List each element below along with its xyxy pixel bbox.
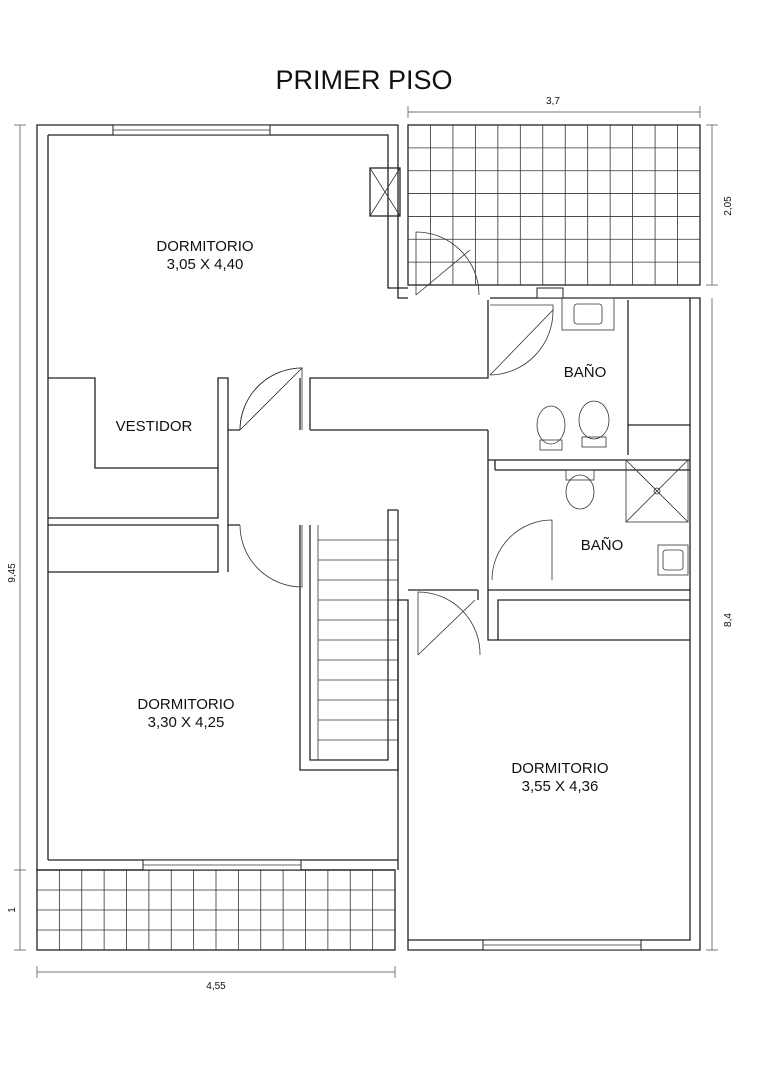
dim-right-lower: 8,4 — [723, 613, 734, 627]
plan-title: PRIMER PISO — [275, 65, 453, 95]
dim-right-upper: 2,05 — [723, 196, 734, 216]
shaft — [370, 168, 400, 216]
terrace-upper — [408, 125, 700, 285]
doors — [240, 232, 553, 655]
room-bano2-name: BAÑO — [580, 537, 624, 554]
room-vestidor-name: VESTIDOR — [115, 418, 193, 435]
room-dorm3-size: 3,55 X 4,36 — [521, 778, 599, 795]
balcony-lower — [37, 870, 395, 950]
room-bano1-name: BAÑO — [563, 364, 607, 381]
room-dorm2-size: 3,30 X 4,25 — [147, 714, 225, 731]
room-dorm3-name: DORMITORIO — [511, 760, 609, 777]
bath2-fixtures — [566, 460, 688, 575]
room-dorm1-size: 3,05 X 4,40 — [166, 256, 244, 273]
staircase — [318, 525, 398, 760]
room-dorm1-name: DORMITORIO — [156, 238, 254, 255]
dim-left-total: 9,45 — [7, 563, 18, 583]
dim-top-width: 3,7 — [546, 96, 560, 107]
dim-left-bottom: 1 — [7, 907, 18, 913]
room-dorm2-name: DORMITORIO — [137, 696, 235, 713]
dim-bottom-width: 4,55 — [206, 981, 226, 992]
